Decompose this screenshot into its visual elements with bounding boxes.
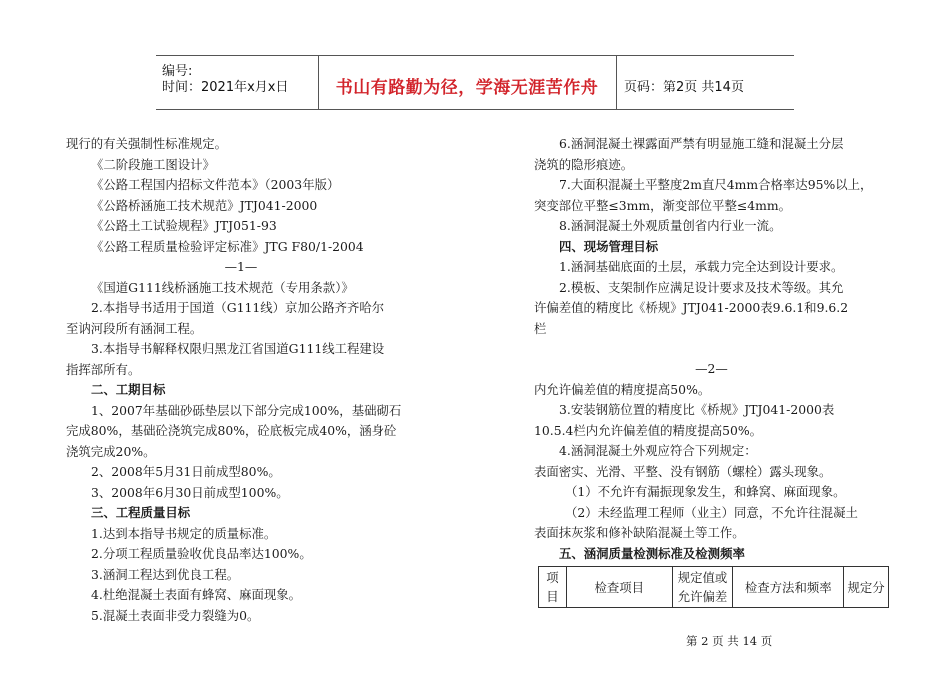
- text-line: 1.涵洞基础底面的土层，承载力完全达到设计要求。: [559, 259, 844, 274]
- text-line: （2）未经监理工程师（业主）同意，不允许往混凝土: [565, 504, 858, 520]
- text-line: 许偏差值的精度比《桥规》JTJ041-2000表9.6.1和9.6.2: [534, 300, 849, 315]
- section-heading: 五、涵洞质量检测标准及检测频率: [559, 545, 745, 561]
- page-number-label: 页码：第2页 共14页: [624, 80, 744, 95]
- table-header-cell: 检查方法和频率: [733, 567, 844, 608]
- page-marker: —1—: [224, 259, 258, 274]
- text-line: 3.安装钢筋位置的精度比《桥规》JTJ041-2000表: [559, 402, 835, 417]
- text-line: 至讷河段所有涵洞工程。: [66, 320, 203, 336]
- text-line: （1）不允许有漏振现象发生，和蜂窝、麻面现象。: [565, 484, 846, 499]
- reference-item: 《公路桥涵施工技术规范》JTJ041-2000: [91, 197, 318, 213]
- reference-item: 《国道G111线桥涵施工技术规范（专用条款）》: [91, 279, 354, 295]
- text-line: 3.涵洞工程达到优良工程。: [91, 566, 240, 582]
- inspection-table: [538, 566, 889, 608]
- motto-text: 书山有路勤为径，学海无涯苦作舟: [335, 78, 599, 98]
- header-meta-cell: [156, 56, 319, 109]
- table-header-row: [539, 567, 889, 608]
- text-line: 7.大面积混凝土平整度2m直尺4mm合格率达95%以上，: [559, 177, 873, 192]
- reference-item: 《公路土工试验规程》JTJ051-93: [91, 218, 277, 233]
- section-heading: 四、现场管理目标: [559, 238, 659, 254]
- text-line: 6.涵洞混凝土裸露面严禁有明显施工缝和混凝土分层: [559, 136, 844, 151]
- text-line: 5.混凝土表面非受力裂缝为0。: [91, 607, 260, 623]
- text-line: 1、2007年基础砂砾垫层以下部分完成100%，基础砌石: [91, 402, 402, 418]
- page-header: [156, 55, 794, 110]
- text-line: 1.达到本指导书规定的质量标准。: [91, 525, 277, 541]
- text-line: 表面密实、光滑、平整、没有钢筋（螺栓）露头现象。: [534, 463, 832, 479]
- reference-item: 《公路工程质量检验评定标准》JTG F80/1-2004: [91, 238, 364, 254]
- section-heading: 二、工期目标: [91, 382, 166, 397]
- table-header-cell: 检查项目: [566, 567, 672, 608]
- page-marker: —2—: [695, 361, 728, 376]
- table-header-cell: 规定值或 允许偏差: [672, 567, 733, 608]
- text-line: 3.本指导书解释权限归黑龙江省国道G111线工程建设: [91, 341, 385, 356]
- text-line: 2.模板、支架制作应满足设计要求及技术等级。其允: [559, 279, 844, 295]
- text-line: 浇筑完成20%。: [66, 443, 156, 459]
- number-label: 编号:: [162, 64, 193, 79]
- section-heading: 三、工程质量目标: [91, 505, 191, 520]
- header-page-cell: [616, 56, 794, 109]
- text-line: 完成80%，基础砼浇筑完成80%，砼底板完成40%，涵身砼: [66, 423, 397, 438]
- text-line: 2、2008年5月31日前成型80%。: [91, 464, 281, 479]
- text-line: 4.涵洞混凝土外观应符合下列规定：: [559, 443, 757, 458]
- text-line: 2.分项工程质量验收优良品率达100%。: [91, 546, 312, 561]
- table-header-cell: 项 目: [539, 567, 567, 608]
- text-line: 内允许偏差值的精度提高50%。: [534, 381, 711, 397]
- reference-item: 《公路工程国内招标文件范本》（2003年版）: [91, 177, 340, 192]
- text-line: 4.杜绝混凝土表面有蜂窝、麻面现象。: [91, 587, 302, 602]
- column-gap: [534, 339, 889, 359]
- header-motto-cell: [318, 56, 617, 109]
- text-line: 栏: [534, 320, 547, 336]
- text-line: 表面抹灰浆和修补缺陷混凝土等工作。: [534, 525, 745, 540]
- time-label: 时间：2021年x月x日: [162, 80, 289, 95]
- text-line: 8.涵洞混凝土外观质量创省内行业一流。: [559, 218, 782, 233]
- right-column: [534, 134, 889, 608]
- page-footer: 第 2 页 共 14 页: [686, 634, 773, 648]
- text-line: 突变部位平整≤3mm，渐变部位平整≤4mm。: [534, 197, 791, 213]
- reference-item: 《二阶段施工图设计》: [91, 156, 215, 172]
- text-line: 2.本指导书适用于国道（G111线）京加公路齐齐哈尔: [91, 300, 385, 315]
- table-header-cell: 规定分: [844, 567, 889, 608]
- text-line: 指挥部所有。: [66, 361, 141, 377]
- text-line: 3、2008年6月30日前成型100%。: [91, 484, 289, 500]
- left-column: [66, 134, 416, 626]
- text-line: 浇筑的隐形痕迹。: [534, 156, 634, 172]
- text-line: 10.5.4栏内允许偏差值的精度提高50%。: [534, 422, 763, 438]
- text-line: 现行的有关强制性标准规定。: [66, 136, 228, 151]
